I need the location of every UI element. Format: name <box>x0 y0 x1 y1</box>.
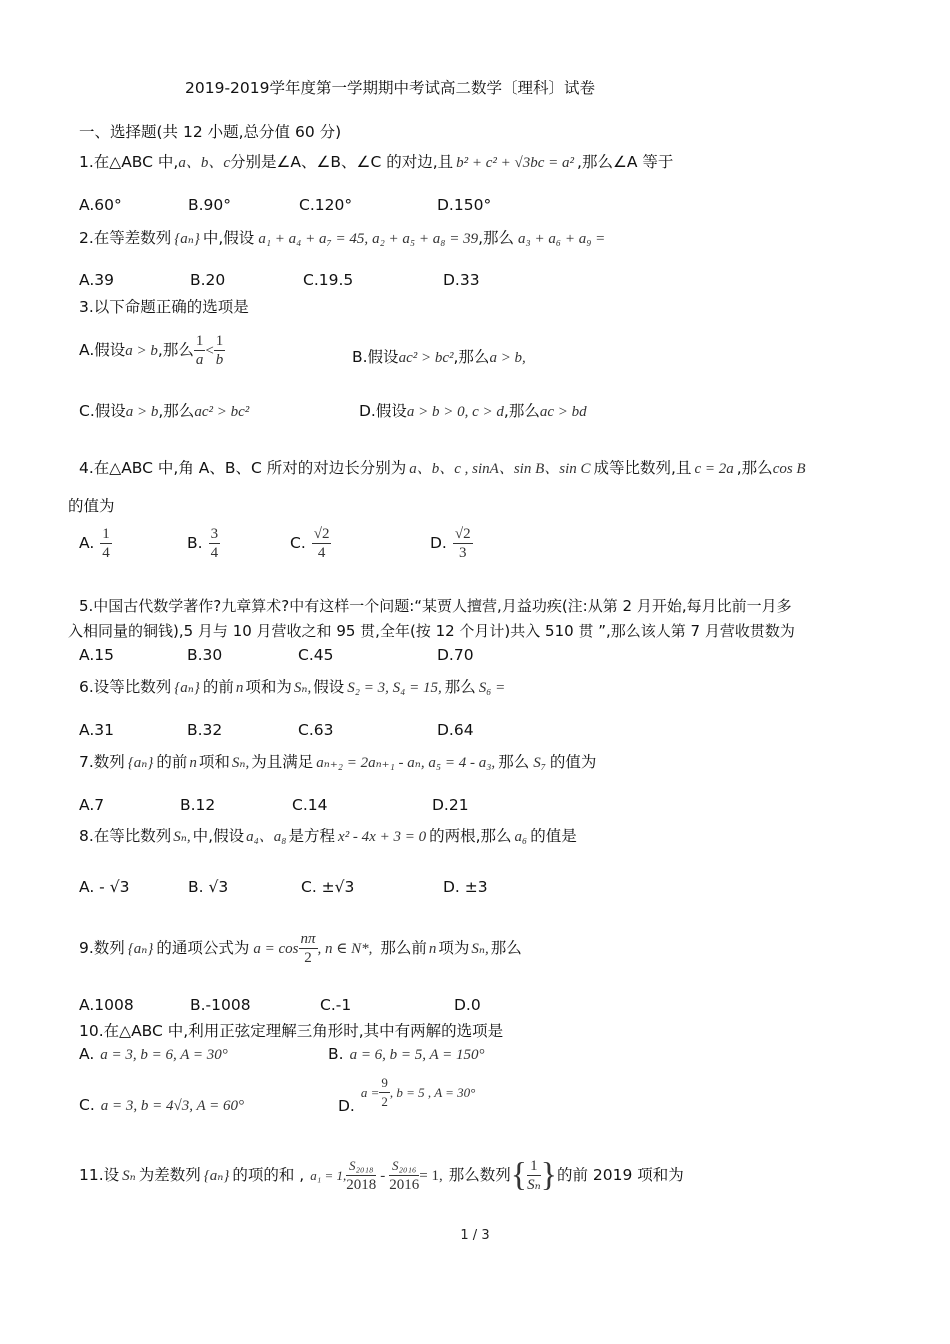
q5-option-d: D.70 <box>437 646 474 664</box>
q8-stem-a: 8.在等比数列 <box>79 827 172 845</box>
exam-title: 2019-2019学年度第一学期期中考试高二数学〔理科〕试卷 <box>185 79 595 97</box>
q9-option-b: B.-1008 <box>190 996 251 1014</box>
q8-option-c: C. ±√3 <box>301 878 355 896</box>
q7-n: n <box>189 755 197 771</box>
question-8 <box>79 826 577 847</box>
q10-c-label: C. <box>79 1096 95 1114</box>
q3-option-d <box>359 401 587 422</box>
q9-eq-frac <box>299 930 318 967</box>
q3-b-prefix: B.假设 <box>352 348 399 366</box>
q3-c-condition: a > b <box>125 404 159 420</box>
question-3: 3.以下命题正确的选项是 <box>79 298 249 316</box>
q10-option-d <box>338 1070 475 1128</box>
q4-a-label: A. <box>79 534 95 552</box>
q7-stem-d: 为且满足 <box>251 753 314 771</box>
q2-stem-a: 2.在等差数列 <box>79 229 172 247</box>
q8-a6: a₆ <box>514 829 528 845</box>
q9-option-a: A.1008 <box>79 996 134 1014</box>
q2-option-d: D.33 <box>443 271 480 289</box>
q2-eq3: a₃ + a₆ + a₉ = <box>518 231 606 247</box>
q4-stem-b: 成等比数列,且 <box>593 459 692 477</box>
q2-stem-b: 中,假设 <box>202 229 255 247</box>
q3-option-b <box>352 347 526 368</box>
q11-seq-frac-den: Sₙ <box>527 1177 541 1193</box>
q7-stem-b: 的前 <box>156 753 188 771</box>
question-2 <box>79 228 605 249</box>
q10-d-frac <box>379 1074 390 1111</box>
q4-c-den: 4 <box>317 545 326 561</box>
q3-c-mid: ,那么 <box>158 402 195 420</box>
q6-sequence: {aₙ} <box>174 680 200 696</box>
q8-equation: x² - 4x + 3 = 0 <box>338 829 427 845</box>
q9-stem-e: 那么 <box>490 939 522 957</box>
q6-option-d: D.64 <box>437 721 474 739</box>
question-1 <box>79 152 673 173</box>
q7-equation: aₙ₊₂ = 2aₙ₊₁ - aₙ, a₅ = 4 - a₃, <box>316 755 496 771</box>
question-4 <box>79 458 806 479</box>
q4-option-d <box>430 520 473 566</box>
q3-c-prefix: C.假设 <box>79 402 126 420</box>
q11-minus: - <box>380 1168 386 1184</box>
q3-a-frac1-den: a <box>195 352 204 368</box>
q3-d-condition: a > b > 0, c > d <box>406 404 504 420</box>
q4-stem-a: 4.在△ABC 中,角 A、B、C 所对的对边长分别为 <box>79 459 407 477</box>
q3-d-conclusion: ac > bd <box>539 404 587 420</box>
q1-option-b: B.90° <box>188 196 232 214</box>
q6-option-a: A.31 <box>79 721 114 739</box>
q10-option-b <box>328 1044 485 1065</box>
q7-sn: Sₙ, <box>231 755 250 771</box>
q2-option-c: C.19.5 <box>303 271 354 289</box>
q11-stem-d: 那么数列 <box>448 1166 511 1184</box>
question-10: 10.在△ABC 中,利用正弦定理解三角形时,其中有两解的选项是 <box>79 1022 504 1040</box>
q10-d-frac-den: 2 <box>381 1094 388 1109</box>
q10-a-label: A. <box>79 1045 95 1063</box>
q4-option-c <box>290 520 331 566</box>
q9-n: n <box>428 941 437 957</box>
q9-sn: Sₙ, <box>471 941 489 957</box>
q11-frac-2-num: S₂₀₁₆ <box>389 1157 419 1176</box>
q8-option-d: D. ±3 <box>443 878 488 896</box>
q4-equation: c = 2a <box>694 461 734 477</box>
q8-stem-e: 的值是 <box>530 827 577 845</box>
q9-eq-frac-den: 2 <box>304 950 312 966</box>
q3-d-prefix: D.假设 <box>359 402 407 420</box>
q7-stem-a: 7.数列 <box>79 753 125 771</box>
q4-d-num: √2 <box>454 526 471 542</box>
q11-frac-2-den: 2016 <box>389 1177 420 1193</box>
q2-stem-c: ,那么 <box>478 229 515 247</box>
q1-stem-b: 分别是∠A、∠B、∠C 的对边,且 <box>230 153 454 171</box>
q1-option-a: A.60° <box>79 196 122 214</box>
q9-stem-b: 的通项公式为 <box>156 939 250 957</box>
q10-d-label: D. <box>338 1097 355 1115</box>
q1-equation: b² + c² + √3bc = a² <box>456 155 575 171</box>
question-5-line-1: 5.中国古代数学著作?九章算术?中有这样一个问题:“某贾人擅营,月益功疾(注:从第 2 月开始,每月比前一月多 <box>79 597 792 615</box>
q4-b-frac <box>209 525 221 562</box>
q6-sn: Sₙ, <box>293 680 312 696</box>
q6-stem-b: 的前 <box>202 678 234 696</box>
section-heading: 一、选择题(共 12 小题,总分值 60 分) <box>79 123 342 141</box>
question-5-line-2: 入相同量的铜钱),5 月与 10 月营收之和 95 贯,全年(按 12 个月计)共入 510 贯 ”,那么该人第 7 月营收贯数为 <box>68 622 795 640</box>
q3-b-condition: ac² > bc² <box>398 350 454 366</box>
q6-option-b: B.32 <box>187 721 223 739</box>
q2-option-b: B.20 <box>190 271 226 289</box>
q7-option-a: A.7 <box>79 796 105 814</box>
q10-a-values: a = 3, b = 6, A = 30° <box>100 1047 228 1063</box>
q3-a-frac2-num: 1 <box>215 333 224 349</box>
q9-stem-d: 项为 <box>438 939 470 957</box>
q4-a-den: 4 <box>102 545 110 561</box>
q11-seq-frac-num: 1 <box>527 1157 541 1176</box>
q11-frac-1-den: 2018 <box>346 1177 377 1193</box>
question-9 <box>79 928 522 969</box>
q4-c-frac <box>312 525 332 562</box>
question-7 <box>79 752 596 773</box>
q9-sequence: {aₙ} <box>127 941 154 957</box>
q6-stem-a: 6.设等比数列 <box>79 678 172 696</box>
q3-option-a <box>79 330 225 371</box>
q6-equation: S₂ = 3, S₄ = 15, <box>347 680 442 696</box>
q11-sn: Sₙ <box>122 1168 136 1184</box>
q4-b-den: 4 <box>210 545 219 561</box>
q8-option-a: A. - √3 <box>79 878 130 896</box>
q5-option-b: B.30 <box>187 646 223 664</box>
q3-option-c <box>79 401 249 422</box>
q8-stem-d: 的两根,那么 <box>429 827 512 845</box>
q7-option-c: C.14 <box>292 796 328 814</box>
q4-b-label: B. <box>187 534 203 552</box>
q4-a-frac <box>100 525 112 562</box>
q9-option-c: C.-1 <box>320 996 352 1014</box>
question-11 <box>79 1150 684 1201</box>
q4-vars: a、b、c , sinA、sin B、sin C <box>409 461 591 477</box>
q4-cos: cos B <box>772 461 806 477</box>
q3-a-frac1-num: 1 <box>195 333 204 349</box>
q11-frac-1-num: S₂₀₁₈ <box>346 1157 376 1176</box>
q3-a-condition: a > b <box>125 343 158 359</box>
q9-eq-pre: a = cos <box>253 941 299 957</box>
q4-a-num: 1 <box>102 526 110 542</box>
q3-a-frac2 <box>214 332 226 369</box>
q6-stem-d: 假设 <box>313 678 345 696</box>
q3-a-prefix: A.假设 <box>79 341 126 359</box>
q4-stem-c: ,那么 <box>736 459 773 477</box>
q7-s7: S₇ <box>533 755 546 771</box>
q3-b-mid: ,那么 <box>453 348 490 366</box>
q11-seq-frac <box>527 1157 541 1194</box>
q4-d-den: 3 <box>458 545 467 561</box>
q10-option-c <box>79 1095 244 1116</box>
q10-option-a <box>79 1044 228 1065</box>
q6-option-c: C.63 <box>298 721 334 739</box>
q11-stem-c: 的项的和 , <box>232 1166 305 1184</box>
q3-a-frac2-den: b <box>215 352 224 368</box>
q11-stem-e: 的前 2019 项和为 <box>556 1166 684 1184</box>
q3-c-conclusion: ac² > bc² <box>194 404 250 420</box>
q8-stem-c: 是方程 <box>288 827 336 845</box>
q9-option-d: D.0 <box>454 996 481 1014</box>
q4-c-num: √2 <box>313 526 330 542</box>
q11-stem-a: 11.设 <box>79 1166 120 1184</box>
q9-stem-c: 那么前 <box>380 939 427 957</box>
q4-b-num: 3 <box>210 526 219 542</box>
q8-sn: Sₙ, <box>173 829 191 845</box>
q10-b-values: a = 6, b = 5, A = 150° <box>349 1047 485 1063</box>
q7-option-d: D.21 <box>432 796 469 814</box>
q6-n: n <box>235 680 244 696</box>
q7-stem-c: 项和 <box>198 753 230 771</box>
q2-eq1: a₁ + a₄ + a₇ = 45, <box>258 231 369 247</box>
q8-stem-b: 中,假设 <box>192 827 245 845</box>
q11-eq-end: = 1, <box>419 1168 443 1184</box>
q5-option-c: C.45 <box>298 646 334 664</box>
q6-stem-c: 项和为 <box>245 678 292 696</box>
q4-d-label: D. <box>430 534 447 552</box>
q10-b-label: B. <box>328 1045 344 1063</box>
q11-stem-b: 为差数列 <box>138 1166 201 1184</box>
q6-stem-e: 那么 <box>444 678 476 696</box>
q11-sequence: {aₙ} <box>203 1168 230 1184</box>
q4-option-b <box>187 520 220 566</box>
q4-c-label: C. <box>290 534 306 552</box>
q11-brace-close: } <box>540 1156 557 1194</box>
q10-d-frac-num: 9 <box>379 1074 390 1093</box>
q2-eq2: a₂ + a₅ + a₈ = 39 <box>372 231 479 247</box>
q4-option-a <box>79 520 112 566</box>
q9-eq-post: , n ∈ N*, <box>317 941 373 957</box>
question-6 <box>79 677 505 698</box>
q2-sequence: {aₙ} <box>174 231 200 247</box>
q1-option-c: C.120° <box>299 196 353 214</box>
q10-d-post: , b = 5 , A = 30° <box>389 1085 476 1100</box>
q7-stem-e: 那么 <box>498 753 530 771</box>
q8-vars: a₄、a₈ <box>246 829 287 845</box>
q4-d-frac <box>453 525 473 562</box>
q10-d-pre: a = <box>360 1085 380 1100</box>
q3-d-mid: ,那么 <box>503 402 540 420</box>
q4-stem-d: 的值为 <box>68 497 115 515</box>
q6-s6: S₆ = <box>478 680 506 696</box>
q1-stem-a: 1.在△ABC 中, <box>79 153 179 171</box>
q11-frac-2 <box>389 1157 419 1194</box>
page-number: 1 / 3 <box>460 1228 490 1243</box>
q9-eq-frac-num: nπ <box>300 931 316 947</box>
q3-b-conclusion: a > b, <box>489 350 526 366</box>
q3-a-mid: ,那么 <box>157 341 194 359</box>
q11-a1: a₁ = 1, <box>310 1168 347 1183</box>
q5-option-a: A.15 <box>79 646 114 664</box>
q1-option-d: D.150° <box>437 196 492 214</box>
q7-stem-f: 的值为 <box>549 753 597 771</box>
q8-option-b: B. √3 <box>188 878 229 896</box>
q3-a-frac1 <box>194 332 206 369</box>
q3-a-lt: < <box>205 343 214 359</box>
q2-option-a: A.39 <box>79 271 114 289</box>
q10-c-values: a = 3, b = 4√3, A = 60° <box>100 1098 244 1114</box>
q11-frac-1 <box>346 1157 376 1194</box>
q9-stem-a: 9.数列 <box>79 939 125 957</box>
q7-sequence: {aₙ} <box>127 755 154 771</box>
q1-vars: a、b、c <box>178 155 231 171</box>
q7-option-b: B.12 <box>180 796 216 814</box>
q1-stem-c: ,那么∠A 等于 <box>577 153 674 171</box>
q11-brace-open: { <box>510 1156 528 1194</box>
